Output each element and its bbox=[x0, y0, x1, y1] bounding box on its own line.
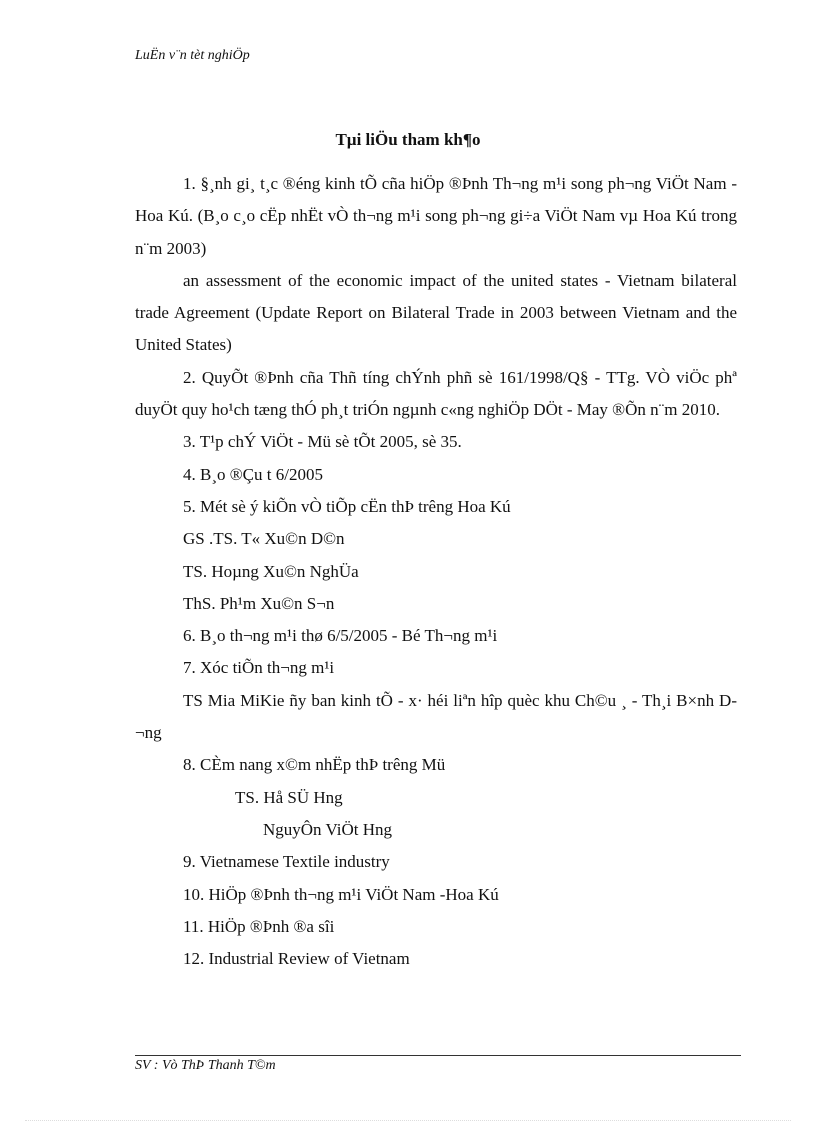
reference-11: 11. HiÖp ®Þnh ®a sîi bbox=[183, 916, 335, 936]
reference-6: 6. B¸o th¬ng m¹i thø 6/5/2005 - Bé Th¬ng m¹i bbox=[183, 626, 498, 646]
reference-5-author: TS. Hoµng Xu©n NghÜa bbox=[183, 561, 359, 581]
reference-7: 7. Xóc tiÕn th¬ng m¹i bbox=[183, 658, 335, 678]
reference-4: 4. B¸o ®Çu t 6/2005 bbox=[183, 464, 323, 484]
reference-8-author: TS. Hå SÜ Hng bbox=[235, 787, 343, 807]
reference-list bbox=[135, 168, 737, 975]
page-title: Tµi liÖu tham kh¶o bbox=[335, 130, 481, 149]
reference-10: 10. HiÖp ®Þnh th¬ng m¹i ViÖt Nam -Hoa Kú bbox=[183, 884, 499, 904]
reference-3: 3. T¹p chÝ ViÖt - Mü sè tÕt 2005, sè 35. bbox=[183, 432, 462, 452]
page-header: LuËn v¨n tèt nghiÖp bbox=[135, 48, 250, 63]
reference-8-author: NguyÔn ViÖt Hng bbox=[263, 819, 393, 839]
footer-divider bbox=[135, 1055, 741, 1056]
reference-5-author: GS .TS. T« Xu©n D©n bbox=[183, 529, 345, 549]
reference-12: 12. Industrial Review of Vietnam bbox=[183, 949, 410, 969]
page-footer: SV : Vò ThÞ Thanh T©m bbox=[135, 1058, 276, 1073]
reference-5: 5. Mét sè ý kiÕn vÒ tiÕp cËn thÞ trêng Hoa Kú bbox=[183, 496, 511, 516]
reference-2: 2. QuyÕt ®Þnh cña Thñ tíng chÝnh phñ sè 161/1998/Q§ - TTg. VÒ viÖc phª duyÖt quy ho¹ch tæng thÓ ph¸t triÓn ngµnh c«ng nghiÖp DÖt - May ®Õn n¨m 2010. bbox=[135, 367, 737, 420]
reference-1-english: an assessment of the economic impact of the united states - Vietnam bilateral trade Agreement (Update Report on Bilateral Trade in 2003 between Vietnam and the United States) bbox=[135, 270, 737, 355]
reference-7-detail: TS Mia MiKie ñy ban kinh tÕ - x· héi liªn hîp quèc khu Ch©u ¸ - Th¸i B×nh D¬ng bbox=[135, 690, 737, 743]
reference-8: 8. CÈm nang x©m nhËp thÞ trêng Mü bbox=[183, 755, 446, 775]
reference-9: 9. Vietnamese Textile industry bbox=[183, 852, 390, 872]
reference-5-author: ThS. Ph¹m Xu©n S¬n bbox=[183, 593, 335, 613]
reference-1: 1. §¸nh gi¸ t¸c ®éng kinh tÕ cña hiÖp ®Þnh Th¬ng m¹i song ph¬ng ViÖt Nam - Hoa Kú. (B¸o c¸o cËp nhËt vÒ th¬ng m¹i song ph¬ng gi÷a ViÖt Nam vµ Hoa Kú trong n¨m 2003) bbox=[135, 174, 737, 258]
page-bottom-border bbox=[25, 1120, 791, 1121]
